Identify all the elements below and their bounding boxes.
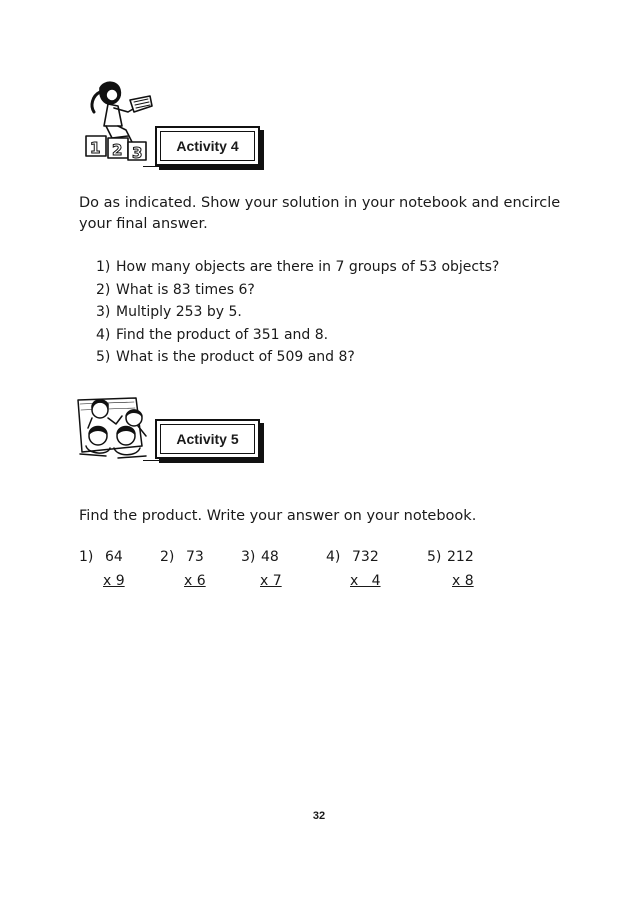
activity-4-title: Activity 4	[176, 138, 239, 154]
svg-text:2: 2	[112, 141, 123, 159]
activity-4-instructions: Do as indicated. Show your solution in your notebook and encircle your final answer.	[79, 195, 561, 232]
multiplication-problem	[160, 549, 230, 591]
children-group-icon	[76, 396, 156, 462]
svg-text:1: 1	[90, 139, 101, 157]
multiplication-problem	[241, 549, 311, 591]
question-item	[96, 301, 499, 324]
question-text: How many objects are there in 7 groups of 53 objects?	[116, 259, 500, 275]
question-number: 2)	[96, 281, 111, 298]
problem-top-number: 48	[261, 549, 279, 565]
problem-multiplier: x 8	[452, 573, 474, 589]
page-number: 32	[312, 810, 326, 822]
problem-number: 3)	[241, 549, 256, 565]
header-underline	[143, 460, 163, 461]
question-text: What is 83 times 6?	[116, 281, 255, 298]
activity-5-instructions: Find the product. Write your answer on your notebook.	[79, 508, 477, 524]
question-item	[96, 324, 499, 347]
problem-top-number: 212	[447, 549, 474, 565]
svg-text:3: 3	[132, 144, 143, 162]
problem-number: 4)	[326, 549, 341, 565]
multiplication-problem	[326, 549, 406, 591]
problem-top-number: 64	[105, 549, 123, 565]
question-item	[96, 256, 499, 279]
question-item	[96, 279, 499, 302]
problem-multiplier: x 6	[184, 573, 206, 589]
multiplication-problem	[427, 549, 497, 591]
problem-top-number: 732	[352, 549, 379, 565]
question-number: 1)	[96, 259, 111, 275]
activity-4-header-box	[155, 126, 260, 166]
multiplication-problem	[79, 549, 149, 591]
problem-multiplier: x 9	[103, 573, 125, 589]
problem-number: 2)	[160, 549, 175, 565]
problem-multiplier: x 7	[260, 573, 282, 589]
problem-multiplier: x 4	[350, 573, 381, 589]
question-text: Multiply 253 by 5.	[116, 304, 242, 321]
question-item	[96, 346, 499, 369]
problem-number: 5)	[427, 549, 442, 565]
header-underline	[143, 166, 163, 167]
question-number: 4)	[96, 326, 111, 343]
girl-reading-on-number-blocks-icon	[78, 78, 158, 166]
question-number: 3)	[96, 304, 111, 321]
problem-number: 1)	[79, 549, 94, 565]
activity-4-question-list	[96, 256, 499, 369]
question-number: 5)	[96, 349, 111, 366]
activity-5-title: Activity 5	[176, 431, 239, 447]
question-text: What is the product of 509 and 8?	[116, 349, 355, 366]
problem-top-number: 73	[186, 549, 204, 565]
question-text: Find the product of 351 and 8.	[116, 326, 329, 343]
activity-5-header-box	[155, 419, 260, 459]
